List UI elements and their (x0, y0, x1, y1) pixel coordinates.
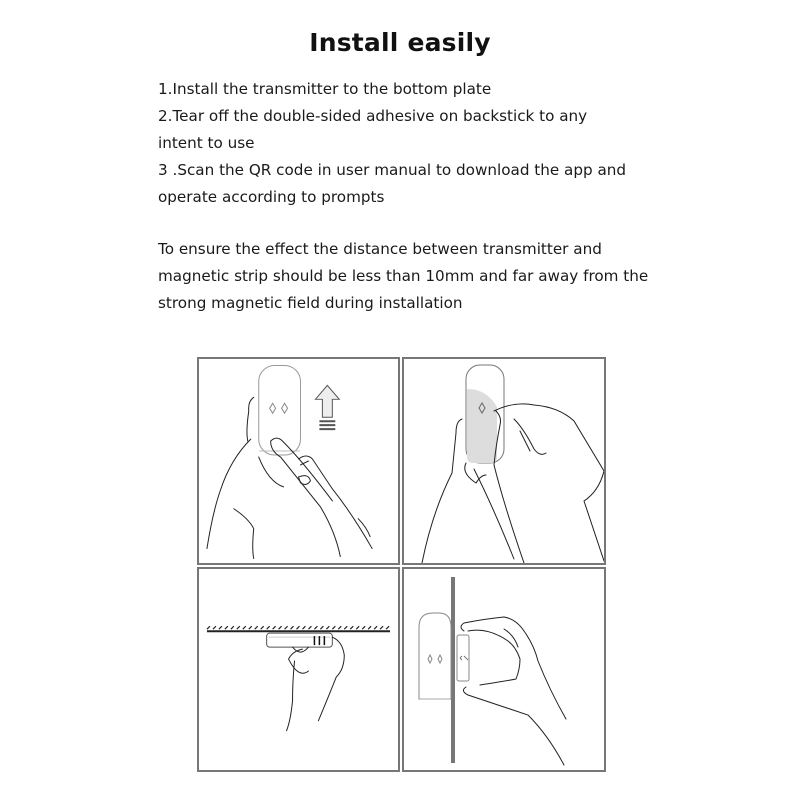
note-line-3: strong magnetic field during installation (158, 294, 463, 312)
illustration-step-2 (402, 357, 606, 565)
step-3-continued: operate according to prompts (158, 188, 385, 206)
page-title: Install easily (309, 28, 491, 57)
illustration-step-4 (402, 567, 606, 772)
step-1: 1.Install the transmitter to the bottom plate (158, 80, 492, 98)
note-line-1: To ensure the effect the distance between transmitter and (158, 240, 602, 258)
note-line-2: magnetic strip should be less than 10mm and far away from the (158, 267, 649, 285)
up-arrow-icon (315, 385, 339, 429)
peeling-adhesive-illustration (404, 359, 604, 563)
installation-note (158, 236, 678, 317)
step-2-continued: intent to use (158, 134, 255, 152)
hands-holding-transmitter-illustration (199, 359, 398, 563)
placing-magnet-strip-illustration (404, 569, 604, 770)
illustration-step-1 (197, 357, 400, 565)
mounting-under-surface-illustration (199, 569, 398, 770)
install-steps (158, 76, 678, 211)
step-2: 2.Tear off the double-sided adhesive on backstick to any (158, 107, 588, 125)
illustration-step-3 (197, 567, 400, 772)
step-3: 3 .Scan the QR code in user manual to download the app and (158, 161, 627, 179)
